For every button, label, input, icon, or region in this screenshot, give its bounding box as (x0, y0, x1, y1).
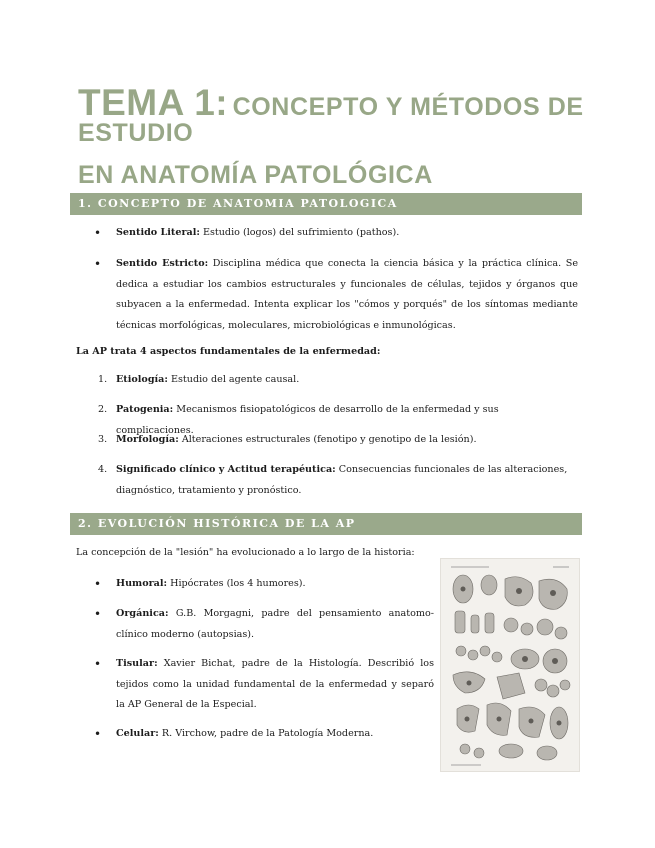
item-text: Disciplina médica que conecta la ciencia básica y la práctica clínica. Se dedica a estudiar los cambios estructurales y funcionales de células, tejidos y órganos que subyacen a la enfermedad. Intenta explicar los "cómos y porqués" de los síntomas mediante técnicas morfológicas, moleculares, microbiológicas e inmunológicas. (116, 258, 578, 331)
item-text: Xavier Bichat, padre de la Histología. Describió los tejidos como la unidad fundamental de la enfermedad y separó la AP General de la Especial. (116, 658, 434, 710)
item-number: 1. (98, 374, 108, 385)
list-item (98, 430, 578, 451)
section-heading-2: 2. EVOLUCIÓN HISTÓRICA DE LA AP (70, 513, 582, 535)
item-label: Morfología: (116, 434, 179, 445)
list-item (116, 604, 434, 645)
list-item (116, 223, 578, 244)
item-text: Consecuencias funcionales de las alteraciones, diagnóstico, tratamiento y pronóstico. (116, 464, 568, 496)
item-number: 3. (98, 434, 108, 445)
list-item (98, 370, 578, 391)
item-text: Estudio (logos) del sufrimiento (pathos). (199, 227, 400, 238)
item-label: Humoral: (116, 578, 168, 589)
histology-illustration (440, 558, 580, 772)
list-item (116, 724, 434, 745)
title-line1: CONCEPTO Y MÉTODOS DE ESTUDIO (78, 93, 584, 147)
item-label: Significado clínico y Actitud terapéutica: (116, 464, 336, 475)
item-label: Etiología: (116, 374, 168, 385)
item-label: Orgánica: (116, 608, 169, 619)
item-text: R. Virchow, padre de la Patología Moderna. (158, 728, 374, 739)
list-item (116, 654, 434, 716)
item-number: 2. (98, 404, 108, 415)
list-item (116, 254, 578, 336)
item-label: Sentido Estricto: (116, 258, 209, 269)
item-number: 4. (98, 464, 108, 475)
intro-text: La AP trata 4 aspectos fundamentales de la enfermedad: (76, 346, 381, 357)
item-label: Tisular: (116, 658, 158, 669)
title-tema: TEMA 1: (78, 82, 229, 123)
item-label: Sentido Literal: (116, 227, 200, 238)
histology-illustration-drawing (441, 559, 579, 771)
item-text: Alteraciones estructurales (fenotipo y genotipo de la lesión). (178, 434, 477, 445)
list-item (116, 574, 434, 595)
section-intro (76, 343, 576, 361)
item-text: G.B. Morgagni, padre del pensamiento anatomo-clínico moderno (autopsias). (116, 608, 434, 640)
title-line2: EN ANATOMÍA PATOLÓGICA (78, 161, 433, 189)
item-label: Patogenia: (116, 404, 174, 415)
item-text: Estudio del agente causal. (167, 374, 300, 385)
item-text: Mecanismos fisiopatológicos de desarrollo de la enfermedad y sus complicaciones. (116, 404, 499, 436)
section-heading-1: 1. CONCEPTO DE ANATOMIA PATOLOGICA (70, 193, 582, 215)
item-label: Celular: (116, 728, 159, 739)
page-title (78, 84, 598, 188)
list-item (98, 460, 578, 501)
section-intro: La concepción de la "lesión" ha evolucionado a lo largo de la historia: (76, 547, 415, 558)
item-text: Hipócrates (los 4 humores). (167, 578, 306, 589)
